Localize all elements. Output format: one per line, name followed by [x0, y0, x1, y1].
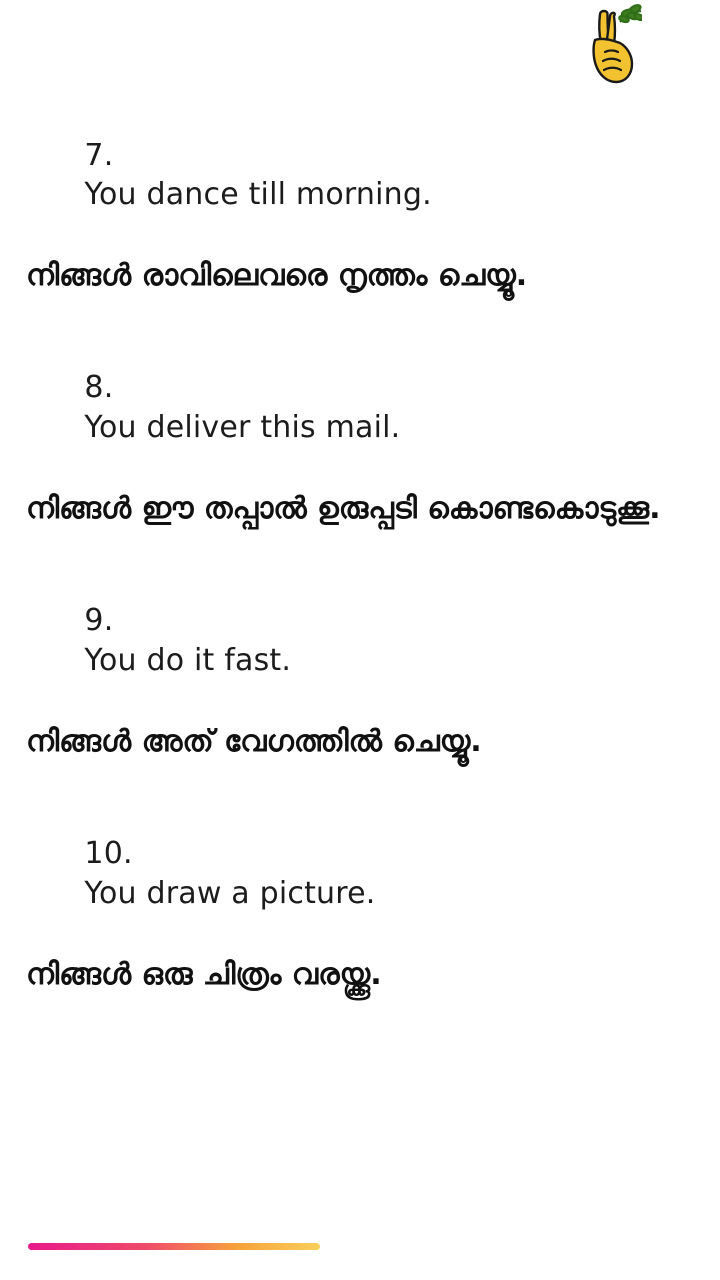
malayalam-sentence: നിങ്ങൾ അത് വേഗത്തിൽ ചെയ്യൂ.	[26, 724, 482, 760]
list-item	[26, 96, 700, 297]
list-item	[26, 329, 700, 530]
english-text: You dance till morning.	[84, 177, 432, 213]
english-text-highlighted: You draw a picture.	[84, 875, 376, 911]
item-number: 9.	[84, 603, 124, 639]
english-text: You do it fast.	[84, 642, 292, 678]
malayalam-sentence: നിങ്ങൾ രാവിലെവരെ നൃത്തം ചെയ്യൂ.	[26, 258, 528, 294]
malayalam-sentence: നിങ്ങൾ ഈ തപ്പാൽ ഉരുപ്പടി കൊണ്ടകൊടുക്കൂ.	[26, 491, 661, 527]
accent-bar	[28, 1243, 320, 1250]
list-item	[26, 562, 700, 763]
item-number: 8.	[84, 370, 124, 406]
english-sentence	[26, 329, 700, 487]
english-sentence	[26, 795, 700, 953]
item-number: 10.	[84, 836, 143, 872]
list-item	[26, 795, 700, 996]
item-number: 7.	[84, 137, 124, 173]
victory-hand-with-olive-branch-logo	[578, 0, 642, 92]
english-text: You deliver this mail.	[84, 410, 401, 446]
malayalam-sentence: നിങ്ങൾ ഒരു ചിത്രം വരയ്ക്കൂ.	[26, 957, 382, 992]
sentence-list	[26, 96, 700, 996]
english-sentence	[26, 562, 700, 720]
english-sentence	[26, 96, 700, 254]
